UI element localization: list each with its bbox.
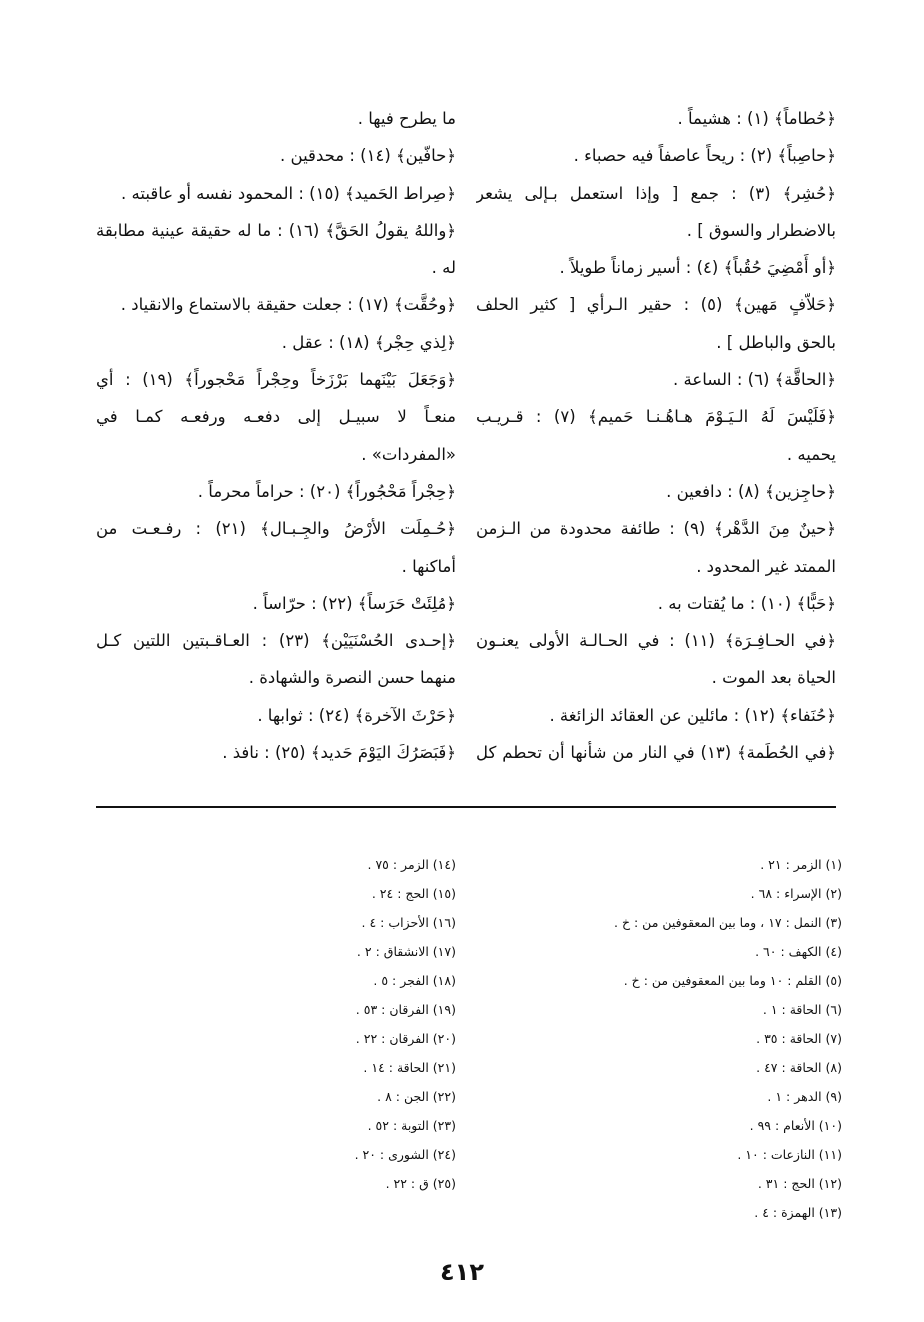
- footnote: (١٧) الانشقاق : ٢ .: [356, 944, 456, 959]
- page-number: ٤١٢: [440, 1258, 484, 1286]
- text-line: ﴿صِراط الحَميد﴾ (١٥) : المحمود نفسه أو عاقبته .: [121, 183, 456, 203]
- text-line: ﴿حَلاّفٍ مَهين﴾ (٥) : حقير الـرأي [ كثير الحلف: [476, 295, 836, 315]
- footnote: (١٥) الحج : ٢٤ .: [371, 886, 456, 901]
- text-line: الحياة بعد الموت .: [711, 668, 836, 688]
- text-line: ﴿في الحـافِـرَة﴾ (١١) : في الحـالـة الأولى يعنـون: [476, 631, 836, 651]
- footnote: (١) الزمر : ٢١ .: [760, 857, 842, 872]
- footnote: (١٠) الأنعام : ٩٩ .: [749, 1118, 842, 1133]
- footnote: (٢٤) الشورى : ٢٠ .: [354, 1147, 456, 1162]
- footnote: (١٣) الهمزة : ٤ .: [754, 1205, 842, 1220]
- text-line: ﴿الحاقَّة﴾ (٦) : الساعة .: [673, 370, 836, 390]
- text-line: ﴿فَبَصَرُكَ اليَوْمَ حَديد﴾ (٢٥) : نافذ .: [222, 743, 456, 763]
- footnote: (٢) الإسراء : ٦٨ .: [750, 886, 842, 901]
- footnote: (١٢) الحج : ٣١ .: [757, 1176, 842, 1191]
- footnote: (٦) الحاقة : ١ .: [762, 1002, 842, 1017]
- footnote: (١٨) الفجر : ٥ .: [373, 973, 456, 988]
- text-line: ﴿وحُقَّت﴾ (١٧) : جعلت حقيقة بالاستماع والانقياد .: [120, 295, 456, 315]
- footnote: (٥) القلم : ١٠ وما بين المعقوفين من : خ .: [623, 973, 842, 988]
- body-column-right: [476, 100, 836, 771]
- text-line: ﴿لِذي حِجْر﴾ (١٨) : عقل .: [281, 332, 456, 352]
- text-line: ﴿حافّين﴾ (١٤) : محدقين .: [280, 146, 456, 166]
- text-line: ﴿حُـمِلَت الأرْضُ والجِـبـال﴾ (٢١) : رفـعـت من: [96, 519, 456, 539]
- text-line: ﴿أو أَمْضِيَ حُقُباً﴾ (٤) : أسير زماناً طويلاً .: [559, 258, 836, 278]
- text-line: ﴿فَلَيْسَ لَهُ الـيَـوْمَ هـاهُـنـا حَميم﴾ (٧) : قـريـب: [476, 407, 836, 427]
- footnote: (٤) الكهف : ٦٠ .: [755, 944, 842, 959]
- text-line: ما يطرح فيها .: [357, 109, 456, 128]
- text-line: أماكنها .: [401, 556, 456, 576]
- text-line: ﴿حاجِزين﴾ (٨) : دافعين .: [666, 481, 836, 501]
- footnote: (٧) الحاقة : ٣٥ .: [756, 1031, 842, 1046]
- text-line: ﴿واللهُ يقولُ الحَقَّ﴾ (١٦) : ما له حقيقة عينية مطابقة: [96, 220, 456, 240]
- footnote: (١٩) الفرقان : ٥٣ .: [355, 1002, 456, 1017]
- text-line: الممتد غير المحدود .: [696, 556, 836, 576]
- body-column-left: [96, 100, 456, 771]
- text-line: ﴿إحـدى الحُسْنَيَيْن﴾ (٢٣) : العـاقـبتين اللتين كـل: [96, 631, 456, 651]
- footnote: (٢٠) الفرقان : ٢٢ .: [355, 1031, 456, 1046]
- text-line: «المفردات» .: [361, 444, 456, 464]
- footnote: (١١) النازعات : ١٠ .: [737, 1147, 842, 1162]
- footnote: (١٤) الزمر : ٧٥ .: [367, 857, 456, 872]
- text-line: منعـاً لا سبيـل إلى دفعـه ورفعـه كمـا في: [96, 407, 456, 427]
- text-line: ﴿حِجْراً مَحْجُوراً﴾ (٢٠) : حراماً محرماً .: [197, 481, 456, 501]
- footnote-divider: [96, 806, 836, 808]
- text-line: ﴿وَجَعَلَ بَيْنَهما بَرْزَخاً وحِجْراً مَحْجوراً﴾ (١٩) : أي: [96, 370, 456, 390]
- text-line: ﴿حُشِر﴾ (٣) : جمع [ وإذا استعمل بـإلى يشعر: [476, 183, 836, 203]
- text-line: ﴿حَبًّا﴾ (١٠) : ما يُقتات به .: [657, 593, 836, 613]
- footnote: (١٦) الأحزاب : ٤ .: [361, 915, 456, 930]
- text-line: بالحق والباطل ] .: [716, 332, 836, 352]
- footnote: (٨) الحاقة : ٤٧ .: [756, 1060, 842, 1075]
- text-line: ﴿حاصِباً﴾ (٢) : ريحاً عاصفاً فيه حصباء .: [573, 146, 836, 166]
- text-line: ﴿في الحُطَمة﴾ (١٣) في النار من شأنها أن تحطم كل: [476, 743, 836, 763]
- text-line: ﴿حينٌ مِنَ الدَّهْر﴾ (٩) : طائفة محدودة من الـزمن: [476, 519, 836, 539]
- text-line: ﴿حَرْثَ الآخرة﴾ (٢٤) : ثوابها .: [257, 705, 456, 725]
- footnotes-right: [522, 850, 842, 1227]
- text-line: له .: [431, 258, 456, 278]
- footnote: (٢٢) الجن : ٨ .: [377, 1089, 456, 1104]
- text-line: ﴿حُنَفاء﴾ (١٢) : مائلين عن العقائد الزائغة .: [549, 705, 836, 725]
- text-line: ﴿مُلِئَتْ حَرَساً﴾ (٢٢) : حرّاساً .: [252, 593, 456, 613]
- footnote: (٢٥) ق : ٢٢ .: [385, 1176, 456, 1191]
- text-line: بالاضطرار والسوق ] .: [686, 220, 836, 240]
- footnotes-left: [136, 850, 456, 1198]
- footnote: (٣) النمل : ١٧ ، وما بين المعقوفين من : خ .: [614, 915, 842, 930]
- footnote: (٩) الدهر : ١ .: [767, 1089, 842, 1104]
- text-line: ﴿حُطاماً﴾ (١) : هشيماً .: [677, 109, 836, 128]
- text-line: منهما حسن النصرة والشهادة .: [248, 668, 456, 688]
- footnote: (٢١) الحاقة : ١٤ .: [363, 1060, 456, 1075]
- footnote: (٢٣) التوبة : ٥٢ .: [367, 1118, 456, 1133]
- text-line: يحميه .: [786, 444, 836, 464]
